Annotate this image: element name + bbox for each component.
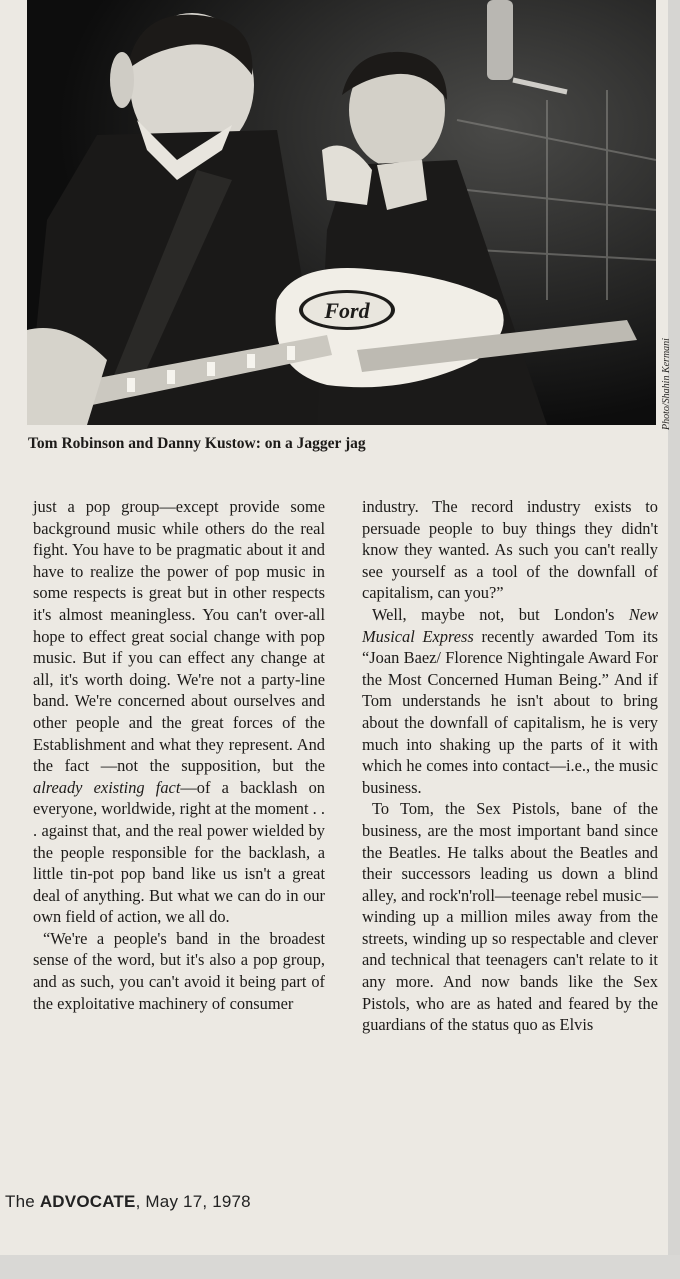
- guitar-logo: Ford: [324, 298, 370, 323]
- photo-caption: Tom Robinson and Danny Kustow: on a Jagger jag: [28, 435, 366, 452]
- article-column-left: [33, 496, 325, 1014]
- article-column-right: [362, 496, 658, 1036]
- paragraph: “We're a people's band in the broadest sense of the word, but it's also a pop group, and as such, you can't avoid it being part of the exploitative machinery of consumer: [33, 928, 325, 1013]
- paragraph: just a pop group—except provide some background music while others do the real fight. You have to be pragmatic about it and have to realize the power of pop music in some respects is great but in other respects it's almost meaningless. You can't over-all hope to effect great social change with pop music. But if you can effect any change at all, it's worth doing. We're not a party-line band. We're concerned about ourselves and other people and the great forces of the Establishment and what they represent. And the fact —not the supposition, but the already existing fact—of a backlash on everyone, worldwide, right at the moment . . . against that, and the real power wielded by the people responsible for the backlash, a little tin-pot pop band like us isn't a great deal of anything. But what we can do in our own field of action, we all do.: [33, 497, 325, 927]
- band-photo: [27, 0, 656, 425]
- emphasis-text: already existing fact: [33, 777, 181, 797]
- paragraph: To Tom, the Sex Pistols, bane of the business, are the most important band since the Beatles. He talks about the Beatles and their successors leading us down a blind alley, and rock'n'roll—teenage rebel music—winding up a million miles away from the streets, winding up so respectable and clever and technical that teenagers can't relate to it any more. And now bands like the Sex Pistols, who are as hated and feared by the guardians of the status quo as Elvis: [362, 799, 658, 1035]
- publication-title: ADVOCATE: [39, 1192, 136, 1211]
- publication-date: May 17, 1978: [145, 1192, 251, 1211]
- publication-name: New Musical Express: [362, 604, 658, 646]
- paragraph: Well, maybe not, but London's New Musical Express recently awarded Tom its “Joan Baez/ Florence Nightingale Award For the Most Concerned Human Being.” And if Tom understands he isn't about to bring about the downfall of capitalism, he is very much into shaking up the parts of it with which he comes into contact—i.e., the music business.: [362, 604, 658, 797]
- scan-background: [0, 1255, 680, 1279]
- paragraph: industry. The record industry exists to persuade people to buy things they didn't know they wanted. As such you can't really see yourself as a tool of the downfall of capitalism, can you?”: [362, 497, 658, 603]
- publication-footer: The ADVOCATE, May 17, 1978: [5, 1192, 251, 1211]
- photo-credit: Photo/Shahin Kermani: [661, 338, 672, 430]
